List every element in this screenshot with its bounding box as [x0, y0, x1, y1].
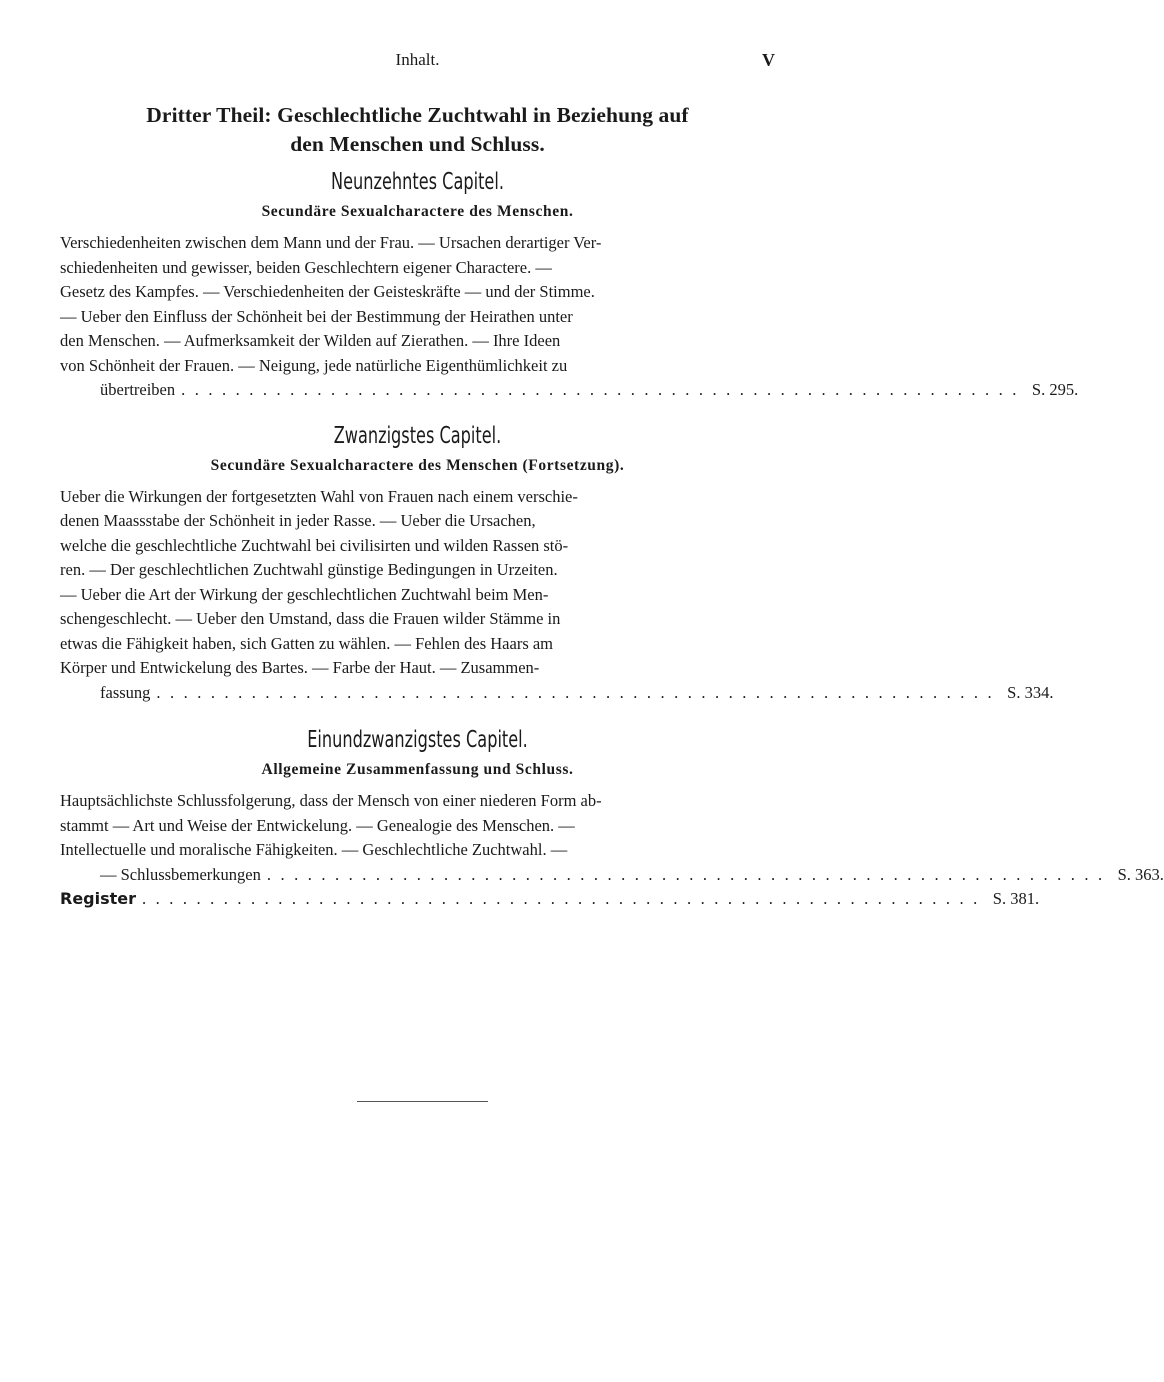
summary-line: welche die geschlechtliche Zuchtwahl bei civilisirten und wilden Rassen stö- — [60, 535, 569, 555]
summary-line: etwas die Fähigkeit haben, sich Gatten zu wählen. — Fehlen des Haars am — [60, 633, 554, 653]
page-numeral: V — [762, 50, 775, 70]
summary-line: — Ueber den Einfluss der Schönheit bei der Bestimmung der Heirathen unter — [60, 306, 573, 326]
summary-line: Intellectuelle und moralische Fähigkeiten. — Geschlechtliche Zuchtwahl. — — [60, 840, 568, 859]
dot-leader: .............................................................. — [266, 864, 1112, 884]
dot-leader: .............................................................. — [181, 380, 1026, 399]
running-head — [60, 50, 775, 74]
chapter-summary — [60, 485, 775, 681]
toc-page — [60, 50, 1164, 912]
summary-line: fassung — [100, 682, 151, 702]
summary-line: Hauptsächlichste Schlussfolgerung, dass der Mensch von einer niederen Form ab- — [60, 791, 602, 810]
toc-leader-row — [60, 681, 1054, 706]
chapter-title: Neunzehntes Capitel. — [331, 169, 504, 195]
summary-line: — Schlussbemerkungen — [100, 864, 261, 884]
summary-line: Gesetz des Kampfes. — Verschiedenheiten der Geisteskräfte — und der Stimme. — [60, 282, 595, 301]
page-reference: S. 363. — [1117, 864, 1164, 884]
part-title — [60, 101, 775, 159]
chapter-subtitle: Secundäre Sexualcharactere des Menschen. — [261, 203, 574, 220]
dot-leader: .............................................................. — [156, 682, 1002, 702]
toc-leader-row — [60, 378, 1079, 403]
register-label: Register — [60, 889, 137, 908]
summary-line: Körper und Entwickelung des Bartes. — Farbe der Haut. — Zusammen- — [60, 658, 540, 677]
page-reference: S. 381. — [992, 889, 1040, 908]
summary-line: schengeschlecht. — Ueber den Umstand, dass die Frauen wilder Stämme in — [60, 609, 561, 628]
part-title-line: den Menschen und Schluss. — [290, 132, 545, 156]
summary-line: Ueber die Wirkungen der fortgesetzten Wahl von Frauen nach einem verschie- — [60, 486, 578, 506]
running-title: Inhalt. — [395, 50, 440, 69]
summary-line: stammt — Art und Weise der Entwickelung. — Genealogie des Menschen. — — [60, 815, 575, 835]
summary-line: ren. — Der geschlechtlichen Zuchtwahl günstige Bedingungen in Urzeiten. — [60, 560, 558, 579]
chapter-section — [60, 421, 1054, 706]
summary-line: denen Maassstabe der Schönheit in jeder Rasse. — Ueber die Ursachen, — [60, 511, 536, 530]
dot-leader: .............................................................. — [142, 889, 987, 908]
summary-line: Verschiedenheiten zwischen dem Mann und der Frau. — Ursachen derartiger Ver- — [60, 233, 602, 252]
summary-line: den Menschen. — Aufmerksamkeit der Wilden auf Zierathen. — Ihre Ideen — [60, 331, 561, 350]
summary-line: von Schönheit der Frauen. — Neigung, jede natürliche Eigenthümlichkeit zu — [60, 355, 568, 375]
chapter-section — [60, 167, 1079, 403]
summary-line: schiedenheiten und gewisser, beiden Geschlechtern eigener Charactere. — — [60, 257, 552, 277]
chapter-summary — [60, 789, 775, 863]
toc-leader-row-register — [60, 887, 1040, 912]
chapter-section — [60, 725, 1164, 912]
summary-line: — Ueber die Art der Wirkung der geschlechtlichen Zuchtwahl beim Men- — [60, 584, 549, 604]
chapter-subtitle: Allgemeine Zusammenfassung und Schluss. — [261, 761, 574, 778]
chapter-title: Zwanzigstes Capitel. — [333, 422, 502, 449]
page-reference: S. 295. — [1031, 380, 1079, 399]
toc-leader-row — [60, 863, 1164, 888]
page-reference: S. 334. — [1007, 682, 1054, 702]
chapter-summary — [60, 231, 775, 378]
summary-line: übertreiben — [100, 380, 176, 399]
closing-rule — [357, 1101, 488, 1102]
part-title-line: Dritter Theil: Geschlechtliche Zuchtwahl in Beziehung auf — [146, 103, 689, 127]
chapter-subtitle: Secundäre Sexualcharactere des Menschen (Fortsetzung). — [210, 456, 625, 474]
chapter-title: Einundzwanzigstes Capitel. — [307, 727, 528, 753]
